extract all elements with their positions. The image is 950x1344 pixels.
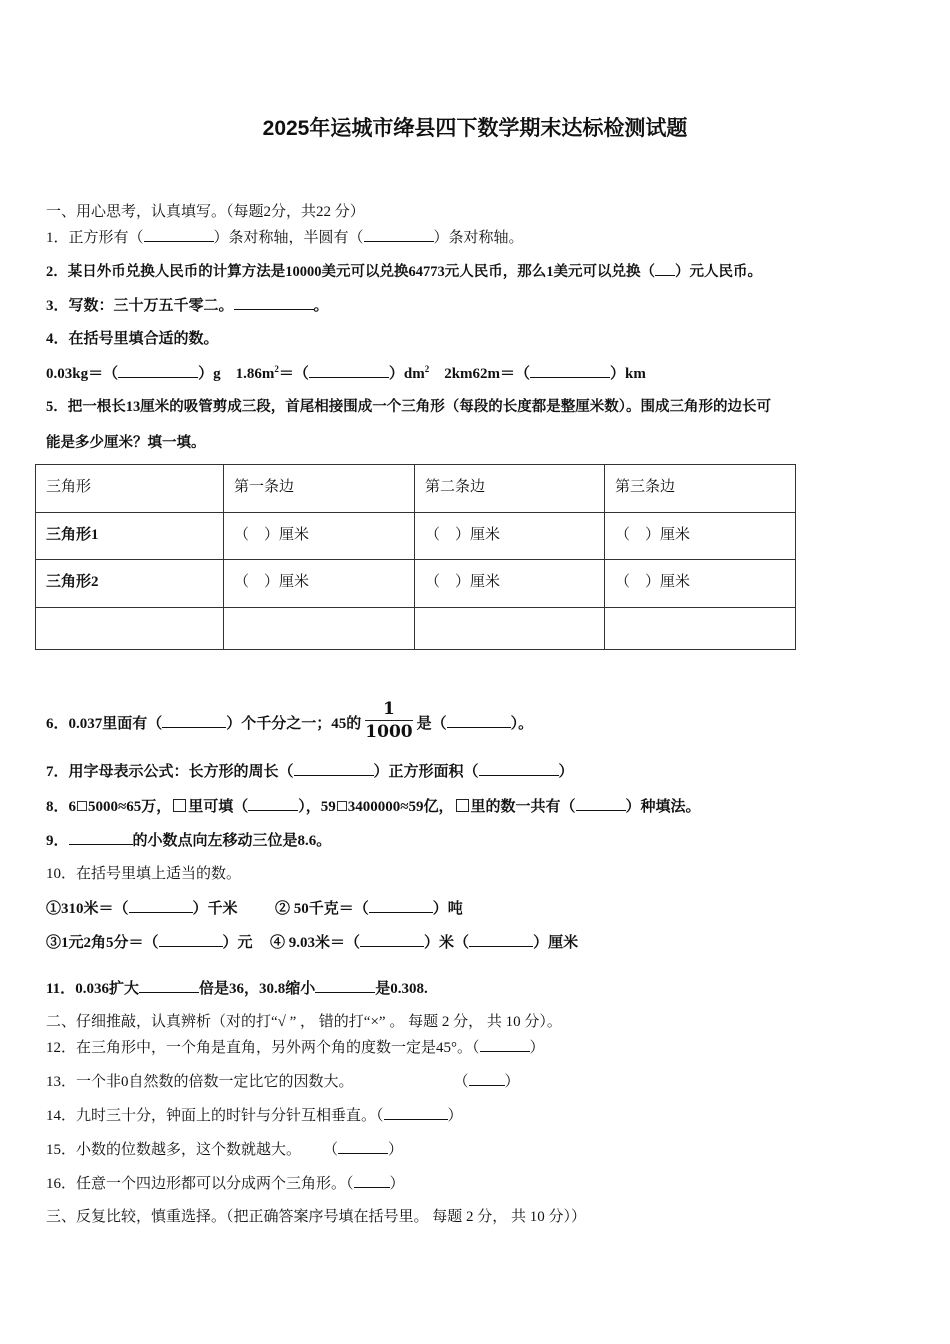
answer-blank[interactable] [315, 978, 375, 993]
section-heading-3: 三、反复比较，慎重选择。（把正确答案序号填在括号里。 每题 2 分， 共 10 分）） [46, 1209, 587, 1225]
table-row [36, 513, 796, 560]
answer-blank[interactable] [118, 363, 198, 378]
answer-blank[interactable] [139, 978, 199, 993]
answer-blank[interactable] [369, 898, 433, 913]
question-15: 15．小数的位数越多，这个数就越大。 （ ） [46, 1139, 403, 1160]
question-10-row2: ③1元2角5分＝（ ）元 ④ 9.03米＝（ ）米（ ）厘米 [46, 932, 578, 953]
table-cell[interactable]: （ ）厘米 [224, 513, 415, 560]
answer-blank[interactable] [159, 932, 223, 947]
table-header-cell: 三角形 [36, 465, 224, 513]
page-title: 2025年运城市绛县四下数学期末达标检测试题 [262, 117, 688, 140]
answer-blank[interactable] [69, 830, 133, 845]
answer-blank[interactable] [234, 295, 314, 310]
answer-blank[interactable] [480, 1037, 530, 1052]
table-header-cell: 第一条边 [224, 465, 415, 513]
answer-blank[interactable] [338, 1139, 388, 1154]
answer-blank[interactable] [309, 363, 389, 378]
table-row [36, 560, 796, 608]
answer-blank[interactable] [576, 796, 626, 811]
answer-blank[interactable] [162, 713, 226, 728]
table-cell[interactable] [605, 608, 796, 650]
question-13: 13．一个非0自然数的倍数一定比它的因数大。 （ ） [46, 1071, 520, 1092]
table-header-cell: 第三条边 [605, 465, 796, 513]
table-cell[interactable] [36, 608, 224, 650]
section-heading-2: 二、仔细推敲，认真辨析（对的打“√ ” ， 错的打“×” 。 每题 2 分， 共 10 分）。 [46, 1014, 562, 1030]
question-16: 16．任意一个四边形都可以分成两个三角形。（ ） [46, 1173, 405, 1194]
square-box-icon [77, 801, 87, 811]
table-header-cell: 第二条边 [415, 465, 605, 513]
answer-blank[interactable] [294, 761, 374, 776]
question-10: 10．在括号里填上适当的数。 [46, 866, 242, 882]
question-1: 1．正方形有（ ）条对称轴，半圆有（ ）条对称轴。 [46, 227, 524, 248]
answer-blank[interactable] [354, 1173, 390, 1188]
table-cell[interactable]: （ ）厘米 [605, 513, 796, 560]
answer-blank[interactable] [469, 932, 533, 947]
answer-blank[interactable] [479, 761, 559, 776]
table-cell[interactable] [415, 608, 605, 650]
table-cell[interactable]: （ ）厘米 [224, 560, 415, 608]
table-cell: 三角形1 [36, 513, 224, 560]
question-7: 7．用字母表示公式：长方形的周长（ ）正方形面积（ ） [46, 761, 574, 782]
square-box-icon [456, 799, 469, 812]
table-cell[interactable]: （ ）厘米 [415, 513, 605, 560]
question-4: 4．在括号里填合适的数。 [46, 331, 219, 347]
answer-blank[interactable] [384, 1105, 448, 1120]
table-row [36, 608, 796, 650]
question-6: 6．0.037里面有（ ）个千分之一；45的 $\frac{1}{1000}$ 是（ ）。 [46, 699, 534, 742]
square-box-icon [337, 801, 347, 811]
answer-blank[interactable] [364, 227, 434, 242]
answer-blank[interactable] [469, 1071, 505, 1086]
table-cell[interactable]: （ ）厘米 [605, 560, 796, 608]
answer-blank[interactable] [144, 227, 214, 242]
fraction: $\frac{1}{1000}$ [365, 699, 413, 742]
answer-blank[interactable] [248, 796, 298, 811]
answer-blank[interactable] [530, 363, 610, 378]
question-2: 2．某日外币兑换人民币的计算方法是10000美元可以兑换64773元人民币，那么1美元可以兑换（ ）元人民币。 [46, 261, 762, 282]
question-11: 11．0.036扩大 倍是36，30.8缩小 是0.308. [46, 978, 428, 999]
answer-blank[interactable] [655, 261, 675, 276]
question-12: 12．在三角形中，一个角是直角，另外两个角的度数一定是45°。（ ） [46, 1037, 545, 1058]
answer-blank[interactable] [447, 713, 511, 728]
question-8: 8．6 5000≈65万， 里可填（ ），59 3400000≈59亿， 里的数一共有（ ）种填法。 [46, 796, 701, 817]
question-4-items: 0.03kg＝（ ）g $1.86m^2=$（ ）$dm^2$ 2km62m＝（ ）km [46, 364, 646, 382]
table-cell[interactable] [224, 608, 415, 650]
answer-blank[interactable] [360, 932, 424, 947]
triangle-table [35, 464, 796, 650]
answer-blank[interactable] [129, 898, 193, 913]
question-5: 5．把一根长13厘米的吸管剪成三段，首尾相接围成一个三角形（每段的长度都是整厘米数）。围成三角形的边长可 [46, 399, 771, 415]
table-cell[interactable]: （ ）厘米 [415, 560, 605, 608]
question-14: 14．九时三十分，钟面上的时针与分针互相垂直。（ ） [46, 1105, 463, 1126]
table-cell: 三角形2 [36, 560, 224, 608]
table-header-row [36, 465, 796, 513]
question-9: 9． 的小数点向左移动三位是8.6。 [46, 830, 331, 851]
section-heading-1: 一、用心思考，认真填写。（每题2分，共22 分） [46, 204, 365, 220]
question-3: 3．写数：三十万五千零二。 。 [46, 295, 329, 316]
square-box-icon [173, 799, 186, 812]
question-5-line2: 能是多少厘米？填一填。 [46, 435, 206, 451]
question-10-row1: ①310米＝（ ）千米 ② 50千克＝（ ）吨 [46, 898, 463, 919]
